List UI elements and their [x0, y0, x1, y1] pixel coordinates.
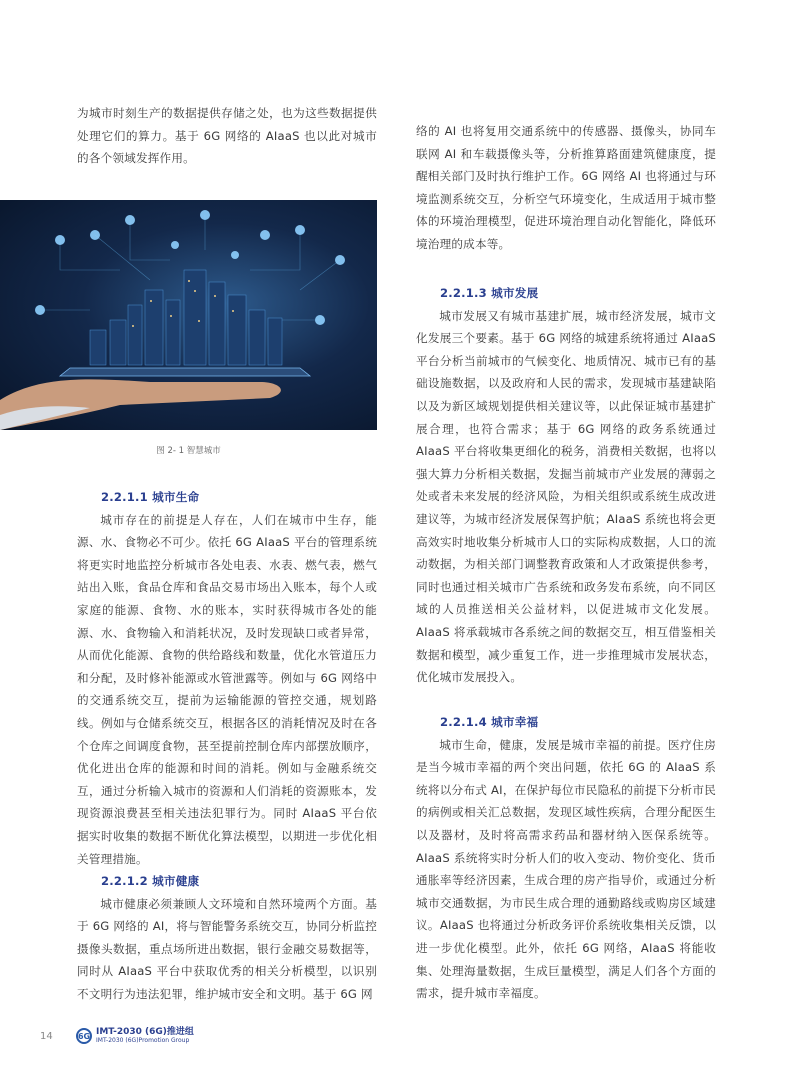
- section-body: 城市发展又有城市基建扩展，城市经济发展，城市文化发展三个要素。基于 6G 网络的城建系统将通过 AIaaS 平台分析当前城市的气候变化、地质情况、城市已有的基础设施数据，以及政府和人民的需求，发现城市基建缺陷以及为新区域规划提供相关建议等，以此保证城市基建扩展合理，也符合需求；基于 6G 网络的政务系统通过 AIaaS 平台将收集更细化的税务，消费相关数据，也将以强大算力分析相关数据，发掘当前城市产业发展的薄弱之处或者未来发展的经济风险，为相关组织或系统生成改进建议等，为城市经济发展保驾护航；AIaaS 系统也将会更高效实时地收集分析城市人口的实际构成数据，人口的流动数据，为相关部门调整教育政策和人才政策提供参考，同时也通过相关城市广告系统和政务发布系统，向不同区域的人员推送相关公益材料，以促进城市文化发展。AIaaS 将承载城市各系统之间的数据交互，相互借鉴相关数据和模型，减少重复工作，进一步推理城市发展状态，优化城市发展投入。: [416, 308, 716, 685]
- section-city-life: [77, 486, 377, 870]
- page-number: 14: [40, 1031, 53, 1042]
- section-body: 城市存在的前提是人存在，人们在城市中生存，能源、水、食物必不可少。依托 6G AIaaS 平台的管理系统将更实时地监控分析城市各处电表、水表、燃气表，燃气站出入账，食品仓库和食品交易市场出入账本，每个人或家庭的能源、食物、水的账本，实时获得城市各处的能源、水、食物输入和消耗状况，及时发现缺口或者异常，从而优化能源、食物的供给路线和数量，优化水管道压力和分配，及时修补能源或水管泄露等。例如与 6G 网络中的交通系统交互，提前为运输能源的管控交通，规划路线。例如与仓储系统交互，根据各区的消耗情况及时在各个仓库之间调度食物，甚至提前控制仓库内部摆放顺序，优化进出仓库的能源和时间的消耗。例如与金融系统交互，通过分析输入城市的资源和人们消耗的资源账本，发现资源浪费甚至相关违法犯罪行为。同时 AIaaS 平台依据实时收集的数据不断优化算法模型，以期进一步优化相关管理措施。: [77, 512, 377, 866]
- org-name: IMT-2030 (6G)推进组: [96, 1027, 194, 1037]
- smart-city-image: [0, 200, 377, 430]
- section-city-happiness: [416, 711, 716, 1005]
- section-heading: 2.2.1.1 城市生命: [101, 490, 200, 504]
- intro-paragraph: 为城市时刻生产的数据提供存储之处，也为这些数据提供处理它们的算力。基于 6G 网络的 AIaaS 也以此对城市的各个领域发挥作用。: [77, 106, 377, 166]
- section-city-health: [77, 870, 377, 1006]
- section-city-development: [416, 282, 716, 689]
- org-name-en: IMT-2030 (6G)Promotion Group: [96, 1037, 190, 1044]
- org-logo: [76, 1027, 194, 1045]
- figure-caption: 图 2- 1 智慧城市: [156, 446, 221, 456]
- logo-mark-icon: 6G: [76, 1028, 92, 1044]
- section-body-continued: 络的 AI 也将复用交通系统中的传感器、摄像头，协同车联网 AI 和车载摄像头等，分析推算路面建筑健康度，提醒相关部门及时执行维护工作。6G 网络 AI 也将通过与环境监测系统交互，分析空气环境变化，生成适用于城市整体的环境治理模型，促进环境治理自动化智能化，降低环境治理的成本等。: [416, 124, 716, 251]
- section-heading: 2.2.1.4 城市幸福: [440, 715, 539, 729]
- section-body: 城市生命，健康，发展是城市幸福的前提。医疗住房是当今城市幸福的两个突出问题，依托 6G 的 AIaaS 系统将以分布式 AI，在保护每位市民隐私的前提下分析市民的病例或相关汇总数据，发现区域性疾病，合理分配医生以及器材，及时将高需求药品和器材纳入医保系统等。AIaaS 系统将实时分析人们的收入变动、物价变化、货币通胀率等经济因素，生成合理的房产指导价，或通过分析城市交通数据，为市民生成合理的通勤路线或购房区域建议。AIaaS 也将通过分析政务评价系统收集相关反馈，以进一步优化模型。此外，依托 6G 网络，AIaaS 将能收集、处理海量数据，生成巨量模型，满足人们各个方面的需求，提升城市幸福度。: [416, 737, 716, 1001]
- section-heading: 2.2.1.3 城市发展: [440, 286, 539, 300]
- smart-city-illustration: [0, 200, 377, 430]
- section-heading: 2.2.1.2 城市健康: [101, 874, 200, 888]
- section-body: 城市健康必须兼顾人文环境和自然环境两个方面。基于 6G 网络的 AI，将与智能警务系统交互，协同分析监控摄像头数据，重点场所进出数据，银行金融交易数据等，同时从 AIaaS 平台中获取优秀的相关分析模型，以识别不文明行为违法犯罪，维护城市安全和文明。基于 6G 网: [77, 896, 377, 1001]
